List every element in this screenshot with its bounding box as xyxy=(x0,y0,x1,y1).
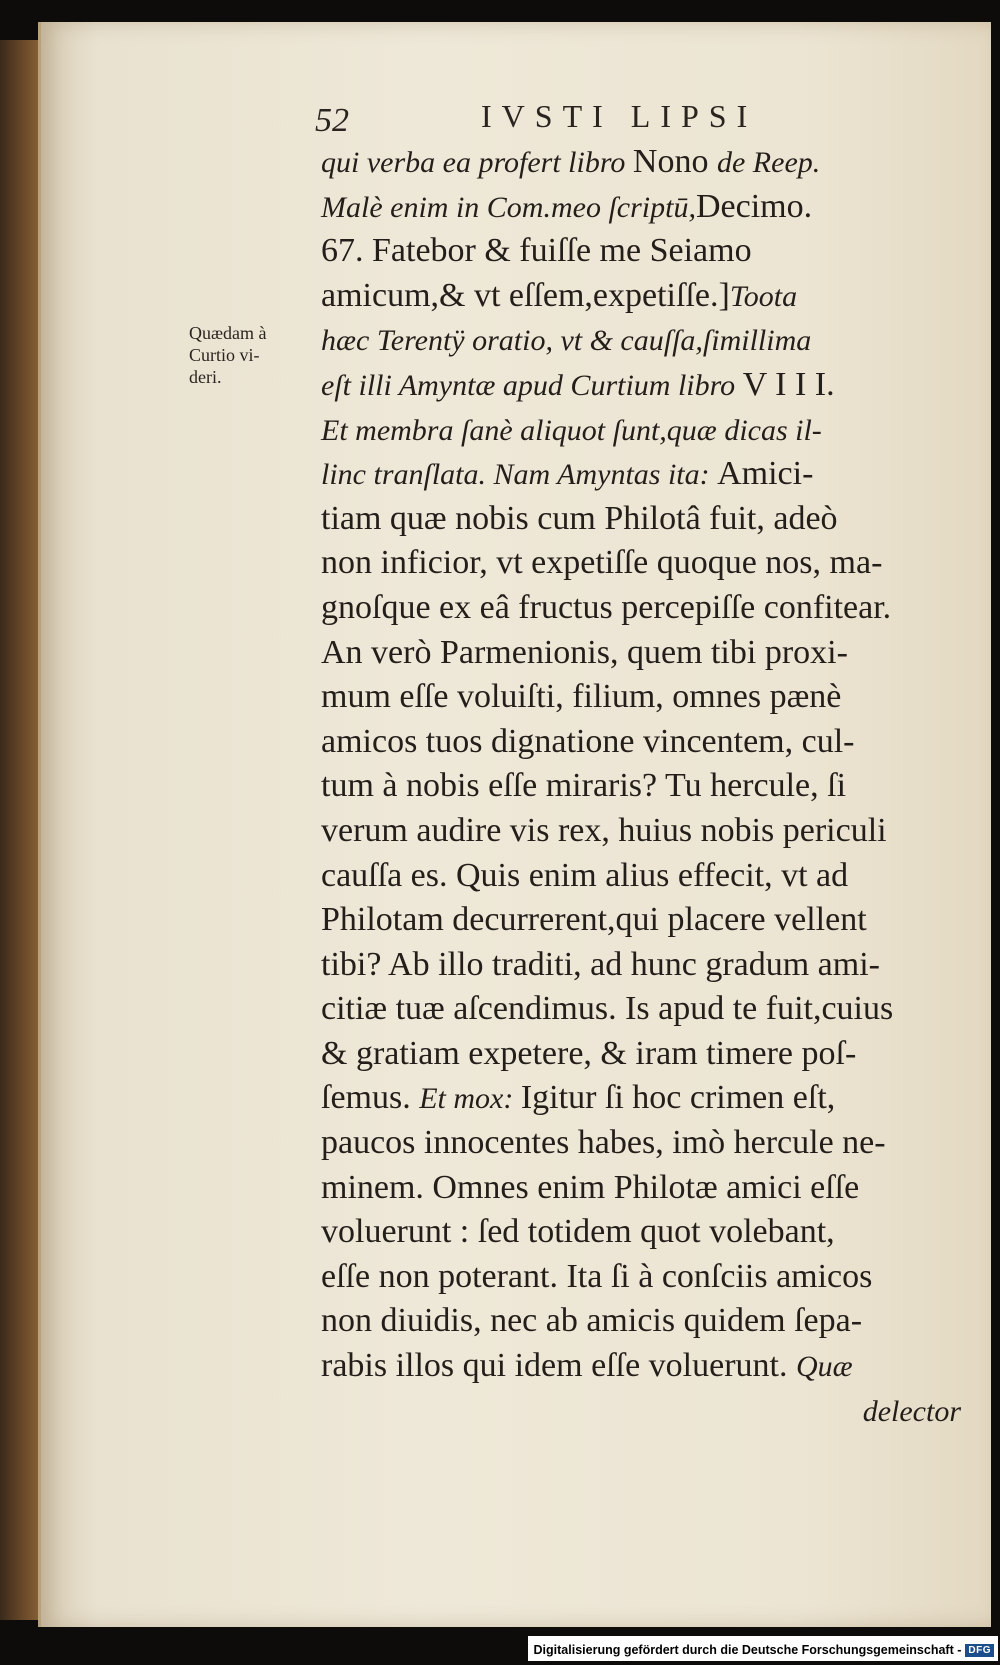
text-line xyxy=(321,1344,961,1389)
roman-text: 67. Fatebor & fuiſſe me Seiamo xyxy=(321,232,752,270)
book-page xyxy=(38,22,991,1627)
italic-text: linc tranſlata. Nam Amyntas ita: xyxy=(321,458,718,492)
text-line xyxy=(321,318,961,363)
roman-text: minem. Omnes enim Philotæ amici eſſe xyxy=(321,1168,860,1206)
text-line xyxy=(321,631,961,676)
text-line xyxy=(321,452,961,497)
roman-text: amicos tuos dignatione vincentem, cul- xyxy=(321,722,855,760)
page-header xyxy=(311,90,951,138)
margin-note-line: Curtio vi- xyxy=(189,345,260,365)
italic-text: hæc Terentÿ oratio, vt & cauſſa,ſimillima xyxy=(321,324,812,358)
text-line xyxy=(321,541,961,586)
text-line xyxy=(321,1166,961,1211)
roman-text: tum à nobis eſſe miraris? Tu hercule, ſi xyxy=(321,767,847,805)
roman-text: An verò Parmenionis, quem tibi proxi- xyxy=(321,633,848,671)
roman-text: Decimo. xyxy=(695,187,813,225)
roman-text: Amici- xyxy=(717,455,814,493)
catchword xyxy=(321,1389,961,1434)
italic-text: Toota xyxy=(729,279,798,313)
italic-text: eſt illi Amyntæ apud Curtium libro xyxy=(321,368,743,402)
roman-text: verum audire vis rex, huius nobis periculi xyxy=(321,811,887,849)
text-line xyxy=(321,809,961,854)
text-line xyxy=(321,408,961,453)
roman-text: Philotam decurrerent,qui placere vellent xyxy=(321,901,867,939)
footer-credit: Digitalisierung gefördert durch die Deutsche Forschungsgemeinschaft - xyxy=(533,1643,962,1657)
italic-text: qui verba ea profert libro xyxy=(321,146,633,179)
roman-text: Nono xyxy=(632,143,717,180)
text-line xyxy=(321,898,961,943)
margin-note xyxy=(189,322,309,388)
text-line xyxy=(321,586,961,631)
roman-text: & gratiam expetere, & iram timere poſ- xyxy=(321,1034,857,1072)
roman-text: voluerunt : ſed totidem quot volebant, xyxy=(321,1213,835,1251)
dfg-logo-icon: DFG xyxy=(965,1644,994,1657)
roman-text: eſſe non poterant. Ita ſi à conſciis amicos xyxy=(321,1257,873,1295)
text-line xyxy=(321,987,961,1032)
roman-text: citiæ tuæ aſcendimus. Is apud te fuit,cuius xyxy=(321,990,894,1028)
text-line xyxy=(321,675,961,720)
text-line xyxy=(321,1255,961,1300)
body-text xyxy=(321,140,961,1433)
roman-text: tiam quæ nobis cum Philotâ fuit, adeò xyxy=(321,499,838,537)
roman-text: gnoſque ex eâ fructus percepiſſe confitear. xyxy=(321,588,892,626)
text-line xyxy=(321,229,961,274)
text-line xyxy=(321,1032,961,1077)
italic-text: Quæ xyxy=(795,1350,853,1384)
roman-text: non inficior, vt expetiſſe quoque nos, ma- xyxy=(321,544,883,582)
text-line xyxy=(321,497,961,542)
catchword-text: delector xyxy=(862,1394,961,1428)
margin-note-line: Quædam à xyxy=(189,323,267,343)
text-line xyxy=(321,1121,961,1166)
text-line xyxy=(321,1210,961,1255)
text-line xyxy=(321,1076,961,1121)
text-line xyxy=(321,854,961,899)
roman-text: non diuidis, nec ab amicis quidem ſepa- xyxy=(321,1302,863,1340)
italic-text: Et membra ſanè aliquot ſunt,quæ dicas il- xyxy=(321,413,822,447)
text-line xyxy=(321,363,961,408)
text-line xyxy=(321,943,961,988)
roman-text: ſemus. xyxy=(321,1079,420,1117)
roman-text: amicum,& vt eſſem,expetiſſe.] xyxy=(321,276,730,314)
roman-text: paucos innocentes habes, imò hercule ne- xyxy=(321,1124,886,1162)
roman-text: rabis illos qui idem eſſe voluerunt. xyxy=(321,1347,796,1385)
margin-note-line: deri. xyxy=(189,367,222,387)
text-line xyxy=(321,1299,961,1344)
running-head: IVSTI LIPSI xyxy=(481,98,758,134)
text-line xyxy=(321,185,961,230)
text-line xyxy=(321,274,961,319)
roman-text: tibi? Ab illo traditi, ad hunc gradum ami- xyxy=(321,945,880,983)
text-line xyxy=(321,764,961,809)
roman-text: cauſſa es. Quis enim alius effecit, vt ad xyxy=(321,856,849,894)
folio-number: 52 xyxy=(315,102,349,139)
italic-text: Et mox: xyxy=(419,1082,521,1116)
roman-text: V I I I. xyxy=(742,365,835,403)
roman-text: mum eſſe voluiſti, filium, omnes pænè xyxy=(321,678,842,716)
digitization-footer xyxy=(528,1636,998,1661)
text-line xyxy=(321,140,961,185)
roman-text: Igitur ſi hoc crimen eſt, xyxy=(520,1079,836,1117)
text-line xyxy=(321,720,961,765)
italic-text: Malè enim in Com.meo ſcriptū, xyxy=(321,190,696,224)
italic-text: de Reep. xyxy=(716,146,821,179)
